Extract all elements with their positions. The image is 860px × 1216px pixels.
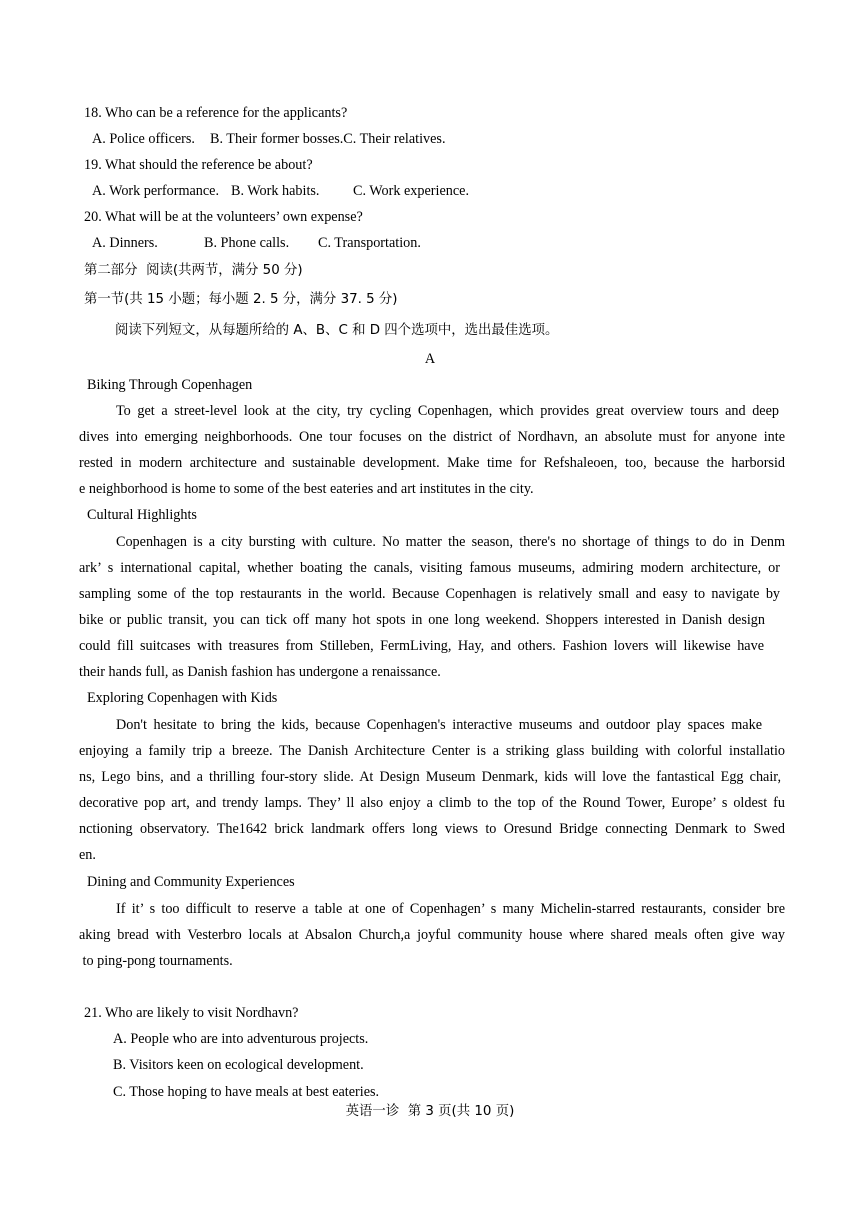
passage-line: their hands full, as Danish fashion has undergone a renaissance. xyxy=(79,664,441,680)
passage-line: to ping-pong tournaments. xyxy=(79,953,233,969)
passage-line: aking bread with Vesterbro locals at Absalon Church,a joyful community house where shared meals often give way xyxy=(79,927,785,943)
question-19-option-c: C. Work experience. xyxy=(353,183,469,199)
passage-label: A xyxy=(424,351,436,367)
page-footer: 英语一诊 第 3 页(共 10 页) xyxy=(345,1104,515,1119)
question-20-option-a: A. Dinners. xyxy=(92,235,158,251)
question-20-option-c: C. Transportation. xyxy=(318,235,421,251)
question-21-option-c: C. Those hoping to have meals at best eateries. xyxy=(113,1084,380,1100)
passage-line: To get a street-level look at the city, try cycling Copenhagen, which provides great overview tours and deep xyxy=(116,403,779,419)
question-19-stem: 19. What should the reference be about? xyxy=(84,157,313,173)
question-19-option-b: B. Work habits. xyxy=(231,183,320,199)
passage-line: sampling some of the top restaurants in the world. Because Copenhagen is relatively small and easy to navigate by xyxy=(79,586,780,602)
question-20-stem: 20. What will be at the volunteers’ own expense? xyxy=(84,209,363,225)
question-21-option-a: A. People who are into adventurous projects. xyxy=(113,1031,369,1047)
section-one-title: 第一节(共 15 小题；每小题 2. 5 分，满分 37. 5 分) xyxy=(84,292,398,307)
passage-heading: Dining and Community Experiences xyxy=(87,874,295,890)
passage-line: Copenhagen is a city bursting with culture. No matter the season, there's no shortage of things to do in Denm xyxy=(116,534,785,550)
passage-heading: Cultural Highlights xyxy=(87,507,197,523)
passage-line: enjoying a family trip a breeze. The Danish Architecture Center is a striking glass building with colorful installatio xyxy=(79,743,785,759)
question-20-option-b: B. Phone calls. xyxy=(204,235,290,251)
passage-line: nctioning observatory. The1642 brick landmark offers long views to Oresund Bridge connecting Denmark to Swed xyxy=(79,821,785,837)
question-18-stem: 18. Who can be a reference for the applicants? xyxy=(84,105,348,121)
passage-line: en. xyxy=(79,847,96,863)
question-18-option-a: A. Police officers. xyxy=(92,131,195,147)
passage-heading: Biking Through Copenhagen xyxy=(87,377,253,393)
passage-line: e neighborhood is home to some of the best eateries and art institutes in the city. xyxy=(79,481,534,497)
passage-line: rested in modern architecture and sustainable development. Make time for Refshaleoen, too, because the harborsid xyxy=(79,455,785,471)
question-18-option-bc: B. Their former bosses.C. Their relatives. xyxy=(210,131,446,147)
question-19-option-a: A. Work performance. xyxy=(92,183,220,199)
question-21-option-b: B. Visitors keen on ecological development. xyxy=(113,1057,364,1073)
passage-line: ns, Lego bins, and a thrilling four-story slide. At Design Museum Denmark, kids will love the fantastical Egg chair, xyxy=(79,769,781,785)
question-21-stem: 21. Who are likely to visit Nordhavn? xyxy=(84,1005,299,1021)
passage-line: decorative pop art, and trendy lamps. They’ ll also enjoy a climb to the top of the Round Tower, Europe’ s oldest fu xyxy=(79,795,785,811)
passage-line: If it’ s too difficult to reserve a table at one of Copenhagen’ s many Michelin-starred restaurants, consider bre xyxy=(116,901,785,917)
passage-heading: Exploring Copenhagen with Kids xyxy=(87,690,278,706)
passage-line: ark’ s international capital, whether boating the canals, visiting famous museums, admiring modern architecture, or xyxy=(79,560,780,576)
part-two-title: 第二部分 阅读(共两节，满分 50 分) xyxy=(84,263,303,278)
instruction-text: 阅读下列短文，从每题所给的 A、B、C 和 D 四个选项中，选出最佳选项。 xyxy=(115,323,559,338)
passage-line: Don't hesitate to bring the kids, because Copenhagen's interactive museums and outdoor play spaces make xyxy=(116,717,762,733)
passage-line: bike or public transit, you can tick off many hot spots in one long weekend. Shoppers interested in Danish design xyxy=(79,612,765,628)
passage-line: could fill suitcases with treasures from Stilleben, FermLiving, Hay, and others. Fashion lovers will likewise have xyxy=(79,638,764,654)
passage-line: dives into emerging neighborhoods. One tour focuses on the district of Nordhavn, an absolute must for anyone inte xyxy=(79,429,785,445)
